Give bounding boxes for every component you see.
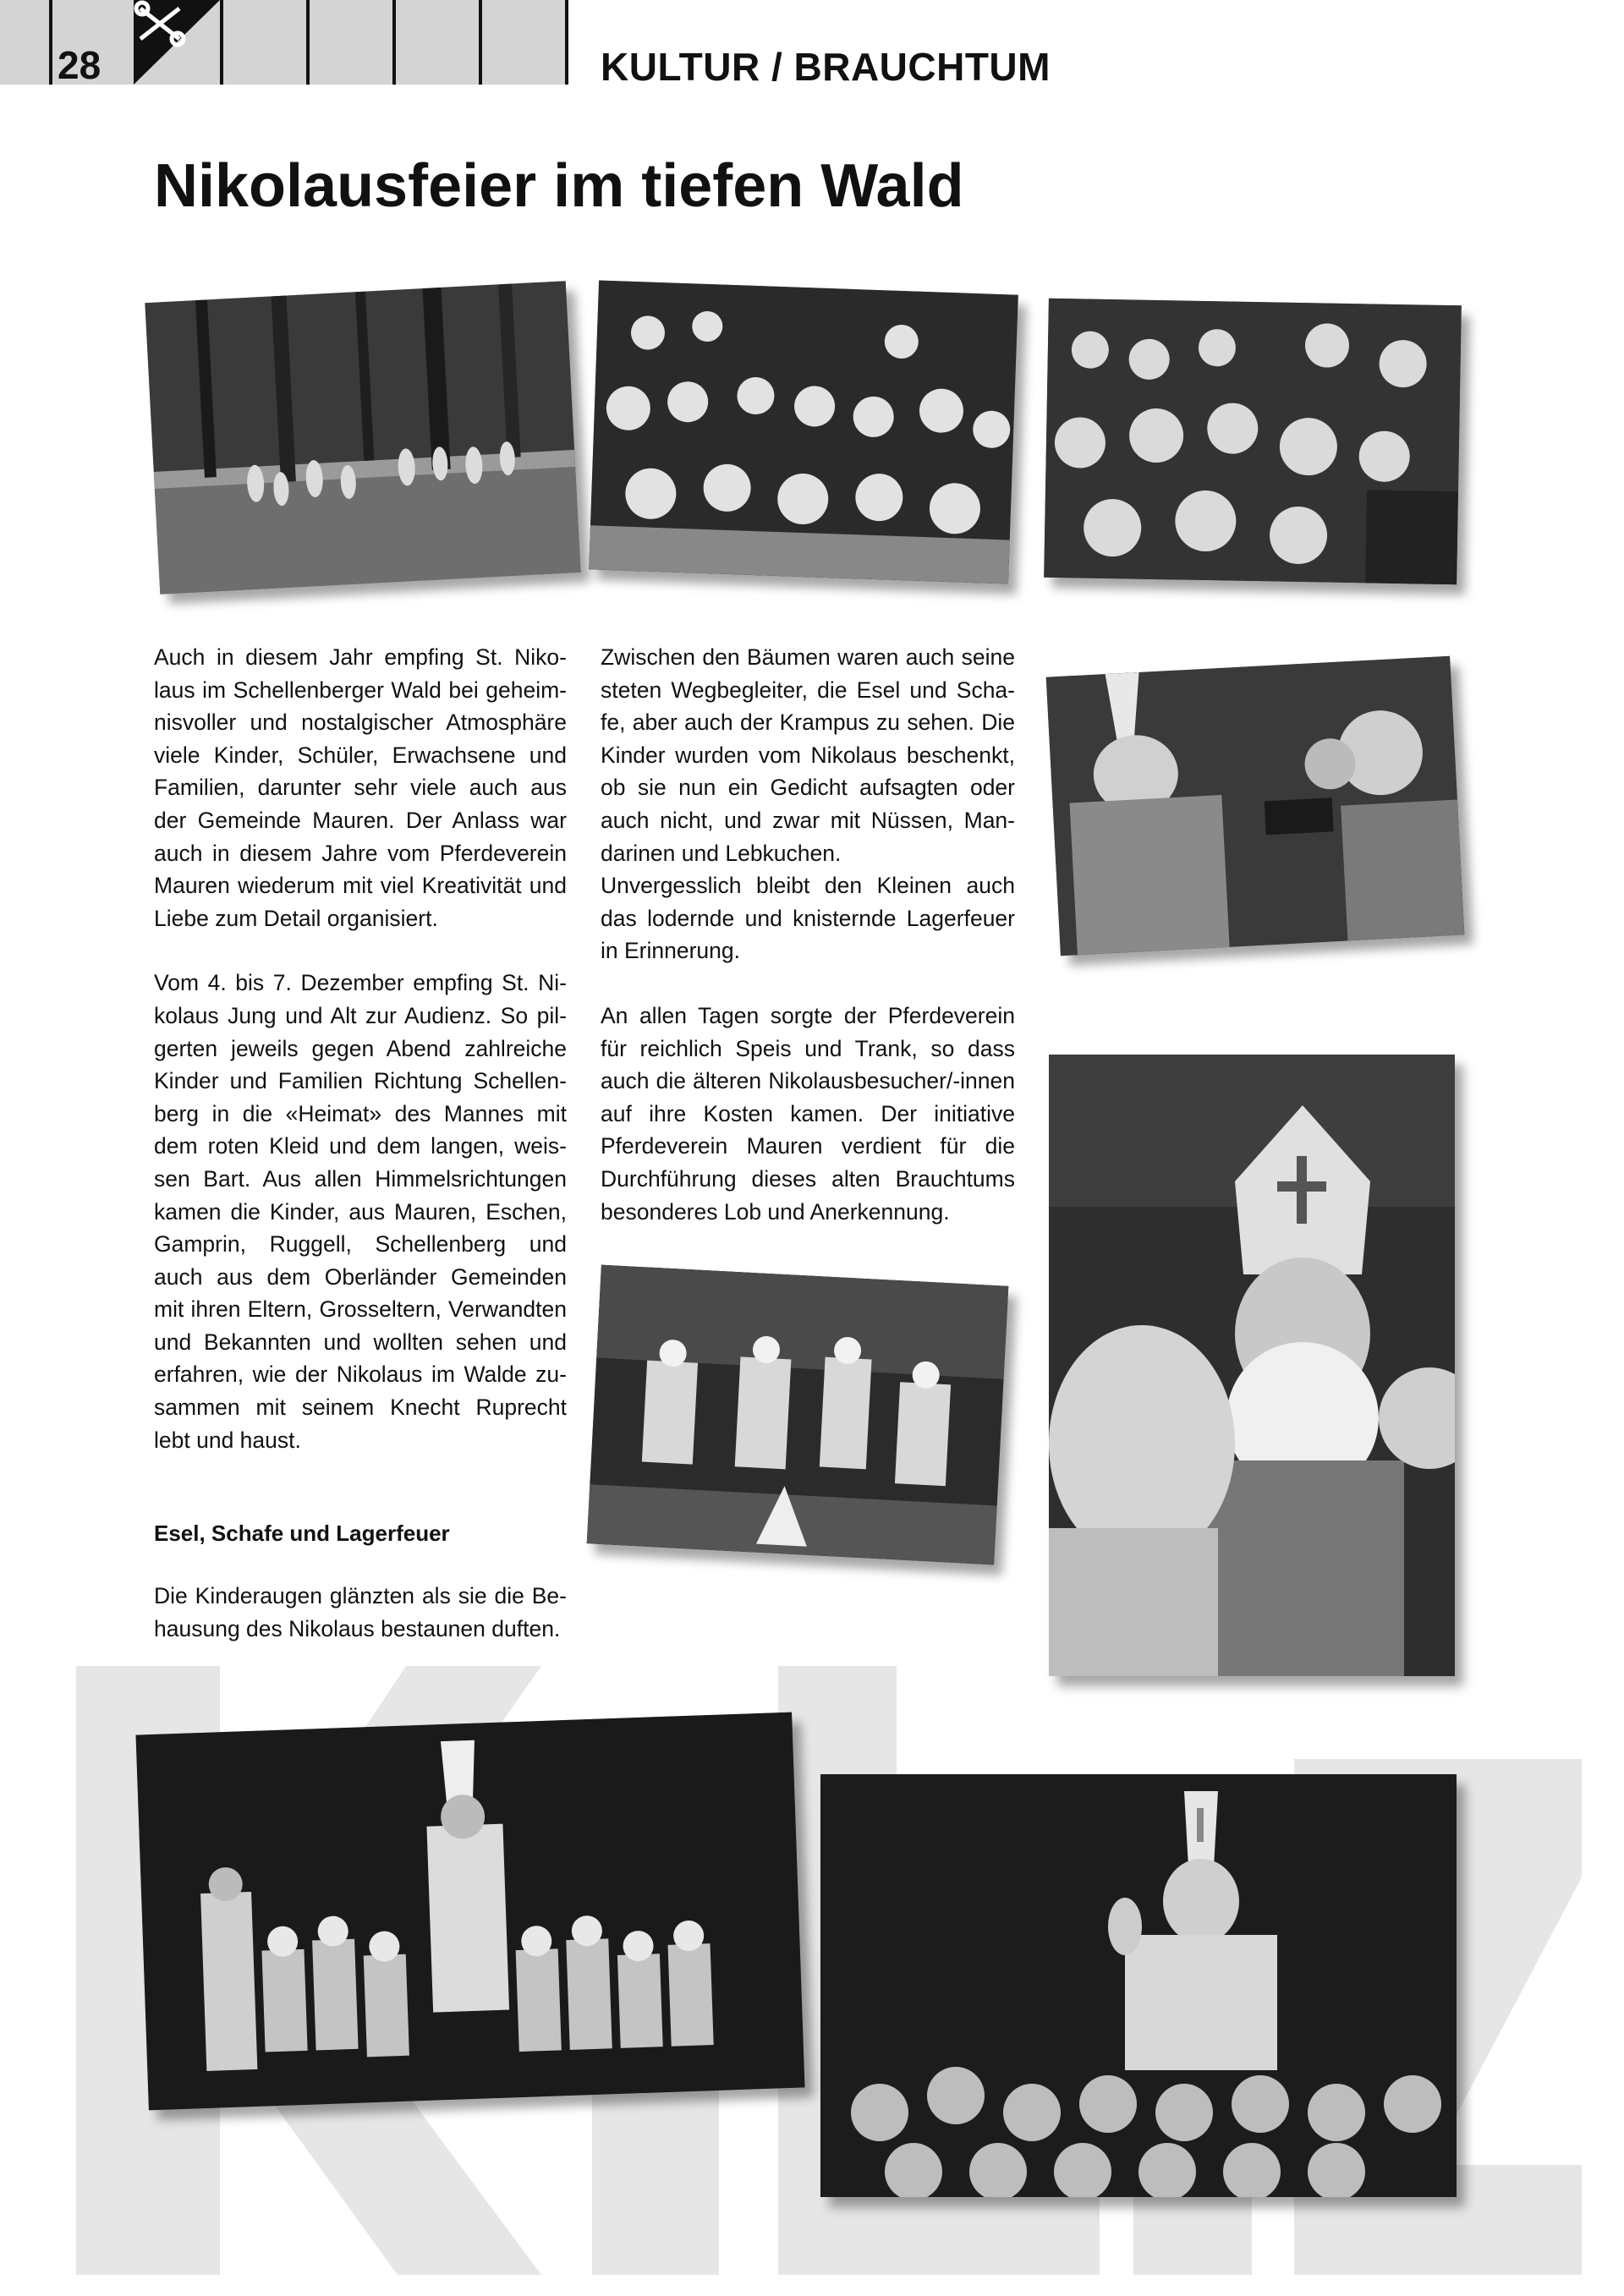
photo-nikolaus-gifts (1046, 656, 1465, 956)
header-divider (392, 0, 396, 85)
section-title: KULTUR / BRAUCHTUM (601, 45, 1051, 89)
header-divider (565, 0, 568, 85)
paragraph: Die Kinderaugen glänzten als sie die Behausung des Nikolaus bestaunen duften. (154, 1583, 567, 1641)
paragraph: An allen Tagen sorgte der Pferdeverein für reichlich Speis und Trank, so dass auch die älteren Nikolausbesucher/-innen auf ihre Kosten kamen. Der initiative Pferdeverein Mauren verdient für die Durchführung dieses alten Brauchtums besonderes Lob und Anerkennung. (601, 1002, 1015, 1225)
article-column-1 (154, 641, 567, 1456)
photo-forest-procession (145, 281, 580, 595)
photo-children-close (1044, 299, 1462, 584)
article-column-1-continued (154, 1580, 567, 1645)
paragraph: Zwischen den Bäumen waren auch seine steten Wegbegleiter, die Esel und Schafe, aber auch der Krampus zu sehen. Die Kinder wurden vom Nikolaus beschenkt, ob sie nun ein Gedicht aufsagten oder auch nicht, und zwar mit Nüssen, Mandarinen und Lebkuchen. (601, 644, 1015, 866)
article-column-2 (601, 641, 1015, 1228)
paragraph: Auch in diesem Jahr empfing St. Nikolaus im Schellenberger Wald bei geheimnisvoller und nostalgischer Atmosphäre viele Kinder, Schüler, Erwachsene und Familien, darunter sehr viele auch aus der Gemeinde Mauren. Der Anlass war auch in diesem Jahre vom Pferdeverein Mauren wiederum mit viel Kreativität und Liebe zum Detail organisiert. (154, 644, 567, 931)
photo-crowd-of-children (589, 280, 1018, 584)
photo-nikolaus-waving (820, 1774, 1457, 2197)
photo-nikolaus-portrait (1049, 1055, 1455, 1676)
article-title: Nikolausfeier im tiefen Wald (154, 152, 964, 220)
paragraph: Vom 4. bis 7. Dezember empfing St. Nikolaus Jung und Alt zur Audienz. So pilgerten jeweils gegen Abend zahlreiche Kinder und Familien Richtung Schellenberg in die «Heimat» des Mannes mit dem roten Kleid und dem langen, weissen Bart. Aus allen Himmelsrichtungen kamen die Kinder, aus Mauren, Eschen, Gamprin, Ruggell, Schellenberg und auch aus dem Oberländer Gemeinden mit ihren Eltern, Grosseltern, Verwandten und Bekannten und wollten sehen und erfahren, wie der Nikolaus im Walde zusammen mit seinem Knecht Ruprecht lebt und haust. (154, 970, 567, 1453)
photo-campfire-children (587, 1265, 1009, 1565)
crossed-keys-logo-icon (134, 0, 220, 85)
photo-group-night (135, 1712, 804, 2111)
subheading: Esel, Schafe und Lagerfeuer (154, 1521, 450, 1546)
header-divider (220, 0, 223, 85)
header-divider (49, 0, 52, 85)
page-number: 28 (58, 43, 102, 87)
header-divider (479, 0, 482, 85)
header-divider (306, 0, 310, 85)
paragraph: Unvergesslich bleibt den Kleinen auch das lodernde und knisternde Lagerfeuer in Erinnerung. (601, 873, 1015, 964)
